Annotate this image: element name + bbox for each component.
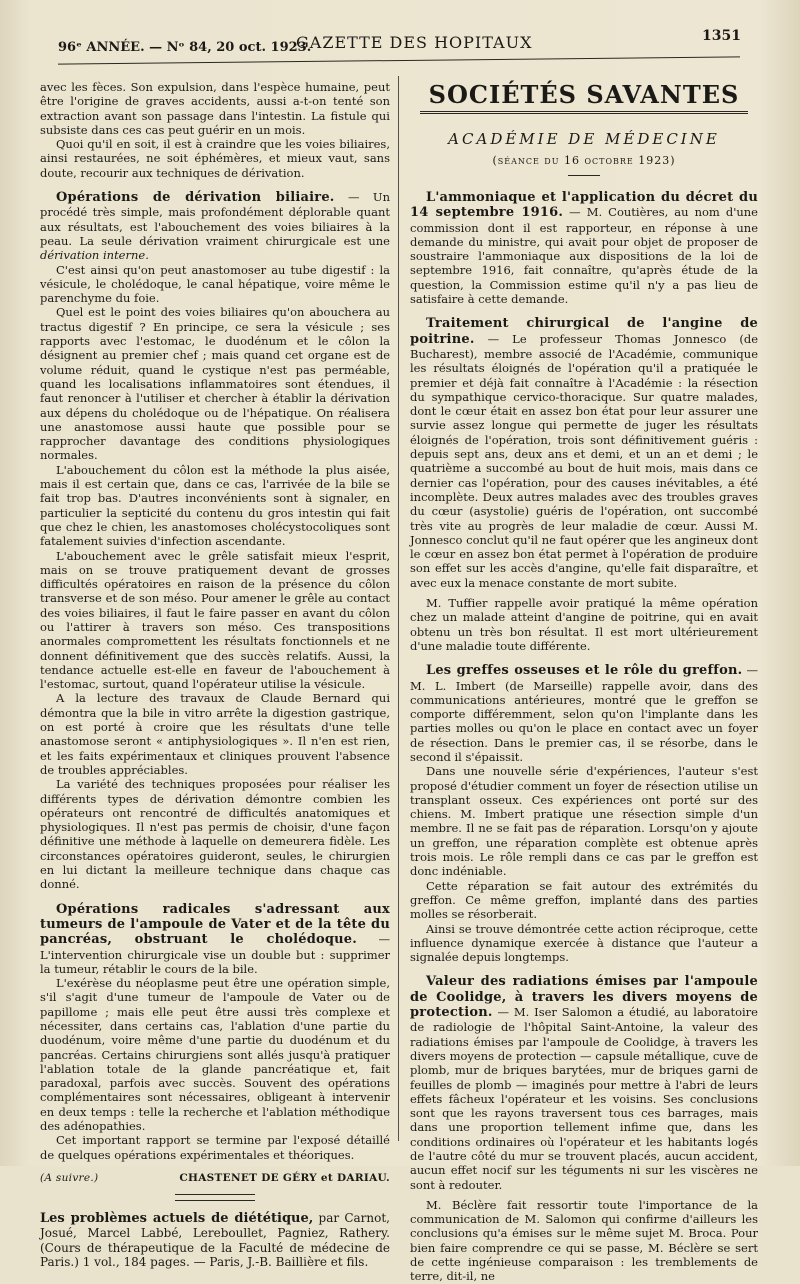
body-paragraph: L'exérèse du néoplasme peut être une opération simple, s'il s'agit d'une tumeur de l'ampoule de Vater ou de papillome ; mais elle peut être aussi très complexe et nécessiter, dans certains cas, l'ablation d'une partie du duodénum, voire même d'une partie du duodénum et du pancréas. Certains chirurgiens sont allés jusqu'à pratiquer l'ablation totale de la glande pancréatique et, fait paradoxal, parfois avec succès. Souvent des opérations complémentaires sont nécessaires, obligeant à intervenir en deux temps : telle la recherche et l'ablation méthodique des adénopathies. (40, 976, 390, 1134)
item-coolidge (410, 974, 758, 1191)
section-radical (40, 902, 390, 976)
body-paragraph: Cet important rapport se termine par l'exposé détaillé de quelques opérations expérimentales et théoriques. (40, 1133, 390, 1162)
body-paragraph: Cette réparation se fait autour des extrémités du greffon. Ce même greffon, implanté dans des parties molles se résorberait. (410, 878, 758, 922)
item-text: — M. Iser Salomon a étudié, au laboratoire de radiologie de l'hôpital Saint-Antoine, la valeur des radiations émises par l'ampoule de Coolidge, à travers les divers moyens de protection — capsule métallique, cuve de plomb, mur de briques barytées, mur de briques garni de feuilles de plomb — imaginés pour mettre à l'abri de leurs effets fâcheux l'opérateur et les voisins. Ses conclusions sont que les rayons traversent tous ces barrages, mais dans une proportion tellement infime que, dans les conditions ordinaires où l'opérateur et les habitants logés de l'autre côté du mur se trouvent placés, aucun accident, aucun effet nocif sur les téguments ni sur les viscères ne sont à redouter. (410, 1005, 758, 1192)
item-title: Valeur des radiations émises par l'ampoule de Coolidge, à travers les divers moyens de protection. (410, 974, 758, 1021)
intro-paragraph-1: avec les fèces. Son expulsion, dans l'espèce humaine, peut être l'origine de graves accidents, aussi a-t-on tenté son extraction avant son passage dans l'intestin. La fistule qui subsiste dans ces cas peut guérir en un mois. (40, 80, 390, 137)
body-paragraph: C'est ainsi qu'on peut anastomoser au tube digestif : la vésicule, le cholédoque, le canal hépatique, voire même le parenchyme du foie. (40, 262, 390, 306)
body-paragraph: La variété des techniques proposées pour réaliser les différents types de dérivation démontre combien les opérateurs ont rencontré de difficultés anatomiques et physiologiques. Il n'est pas permis de choisir, d'une façon définitive une méthode à laquelle on demeurera fidèle. Les circonstances opératoires guideront, seules, le chirurgien en lui dictant la meilleure technique dans chaque cas donné. (40, 777, 390, 892)
section-lead: — L'intervention chirurgicale vise un double but : supprimer la tumeur, rétablir le cours de la bile. (40, 932, 390, 976)
section-derivation (40, 190, 390, 262)
section-banner: SOCIÉTÉS SAVANTES (428, 80, 740, 109)
issue-line: 96ᵉ ANNÉE. — Nᵒ 84, 20 oct. 1923. (58, 40, 312, 55)
item-extra: M. Tuffier rappelle avoir pratiqué la même opération chez un malade atteint d'angine de poitrine, qui en avait obtenu un très bon résultat. Il est mort ultérieurement d'une maladie toute différente. (410, 596, 758, 653)
academy-heading: ACADÉMIE DE MÉDECINE (448, 130, 720, 148)
item-text: — M. Coutières, au nom d'une commission dont il est rapporteur, en réponse à une demande du ministre, qui avait pour objet de proposer de soustraire l'ammoniaque aux dispositions de la loi de septembre 1916, fait connaître, qu'après étude de la question, la Commission estime qu'il n'y a pas lieu de satisfaire à cette demande. (410, 205, 758, 307)
page-number: 1351 (702, 28, 741, 44)
left-column (40, 80, 390, 1270)
signature-line (40, 1172, 390, 1184)
item-title: L'ammoniaque et l'application du décret du 14 septembre 1916. (410, 190, 758, 221)
item-title: Les greffes osseuses et le rôle du greffon. (426, 663, 743, 679)
body-paragraph: L'abouchement du côlon est la méthode la plus aisée, mais il est certain que, dans ce cas, l'arrivée de la bile se fait trop bas. D'autres inconvénients sont à signaler, en particulier la septicité du contenu du gros intestin qui fait que chez le chien, les anastomoses cholécystocoliques sont fatalement suivies d'infection ascendante. (40, 462, 390, 549)
section-lead: — Un procédé très simple, mais profondément déplorable quant aux résultats, est l'abouchement des voies biliaires à la peau. La seule dérivation vraiment chirurgicale est une (40, 190, 390, 248)
authors: CHASTENET DE GÉRY et DARIAU. (179, 1171, 390, 1184)
item-greffes (410, 663, 758, 764)
header-rule (58, 56, 740, 64)
book-details: par Carnot, Josué, Marcel Labbé, Lereboullet, Pagniez, Rathery. (Cours de thérapeutique de la Faculté de médecine de Paris.) 1 vol., 184 pages. — Paris, J.-B. Baillière et fils. (40, 1210, 390, 1270)
item-ammoniaque (410, 190, 758, 306)
to-follow-note: (A suivre.) (40, 1171, 99, 1184)
section-title: Opérations radicales s'adressant aux tumeurs de l'ampoule de Vater et de la tête du pancréas, obstruant le cholédoque. (40, 901, 390, 948)
item-angine (410, 316, 758, 590)
item-title: Traitement chirurgical de l'angine de poitrine. (410, 316, 758, 347)
intro-paragraph-2: Quoi qu'il en soit, il est à craindre que les voies biliaires, ainsi restaurées, ne soit éphémères, et mieux vaut, sans doute, recourir aux techniques de dérivation. (40, 137, 390, 180)
book-title: Les problèmes actuels de diététique, (40, 1210, 314, 1226)
book-notice (40, 1211, 390, 1270)
body-paragraph: L'abouchement avec le grêle satisfait mieux l'esprit, mais on se trouve pratiquement devant de grosses difficultés opératoires en raison de la présence du côlon transverse et de son méso. Pour amener le grêle au contact des voies biliaires, il faut le faire passer en avant du côlon ou l'attirer à travers son méso. Ces transpositions anormales compromettent les résultats fonctionnels et ne donnent définitivement que des succès relatifs. Aussi, la tendance actuelle est-elle en faveur de l'abouchement à l'estomac, surtout, quand l'opérateur utilise la vésicule. (40, 548, 390, 692)
right-column (410, 80, 758, 1284)
section-title: Opérations de dérivation biliaire. (56, 190, 335, 206)
body-paragraph: Quel est le point des voies biliaires qu'on abouchera au tractus digestif ? En principe, ce sera la vésicule ; ses rapports avec l'estomac, le duodénum et le côlon la désignent au premier chef ; mais quand cet organe est de volume réduit, quand le cystique n'est pas perméable, quand les localisations inflammatoires sont étendues, il faut renoncer à l'utiliser et chercher à établir la dérivation aux dépens du cholédoque ou de l'hépatique. On réalisera une anastomose aussi haute que possible pour se rapprocher davantage des conditions physiologiques normales. (40, 305, 390, 463)
session-date: (séance du 16 octobre 1923) (492, 154, 676, 167)
item-extra: M. Béclère fait ressortir toute l'importance de la communication de M. Salomon qui confirme d'ailleurs les conclusions qu'a émises sur le même sujet M. Broca. Pour bien faire comprendre ce qui se passe, M. Béclère se sert de cette ingénieuse comparaison : les tremblements de terre, dit-il, ne (410, 1197, 758, 1284)
banner-rule (420, 111, 748, 114)
column-rule (398, 76, 399, 1141)
section-lead-italic: dérivation interne. (40, 248, 149, 263)
journal-title: GAZETTE DES HOPITAUX (296, 33, 533, 52)
short-rule (568, 175, 600, 176)
item-text: — M. L. Imbert (de Marseille) rappelle avoir, dans des communications antérieures, montré que le greffon se comporte différemment, selon qu'on l'implante dans les parties molles ou qu'on le place en contact avec un foyer de résection. Dans le premier cas, il se résorbe, dans le second il s'épaissit. (410, 663, 758, 764)
page-header (58, 28, 741, 55)
separator-ornament (175, 1194, 255, 1201)
body-paragraph: Dans une nouvelle série d'expériences, l'auteur s'est proposé d'étudier comment un foyer de résection utilise un transplant osseux. Ces expériences ont porté sur des chiens. M. Imbert pratique une résection simple d'un membre. Il ne se fait pas de réparation. Lorsqu'on y ajoute un greffon, une réparation complète est obtenue après trois mois. Le rôle rempli dans ce cas par le greffon est donc indéniable. (410, 764, 758, 879)
body-paragraph: Ainsi se trouve démontrée cette action réciproque, cette influence dynamique exercée à distance que l'auteur a signalée depuis longtemps. (410, 921, 758, 965)
body-paragraph: A la lecture des travaux de Claude Bernard qui démontra que la bile in vitro arrête la digestion gastrique, on est porté à croire que les résultats d'une telle anastomose seront « antiphysiologiques ». Il n'en est rien, et les faits expérimentaux et cliniques prouvent l'absence de troubles appréciables. (40, 691, 390, 777)
item-text: — Le professeur Thomas Jonnesco (de Bucharest), membre associé de l'Académie, communique les résultats éloignés de l'opération qu'il a pratiquée le premier et déjà fait connaître à l'Académie : la résection du sympathique cervico-thoracique. Sur quatre malades, dont le cœur était en assez bon état pour leur assurer une survie assez longue qui permette de juger les résultats éloignés de l'opération, trois sont définitivement guéris : depuis sept ans, deux ans et demi, et un an et demi ; le quatrième a succombé au bout de huit mois, mais dans ce dernier cas l'opération, pour des causes inévitables, a été incomplète. Deux autres malades avec des troubles graves du cœur (asystolie) guéris de l'opération, ont succombé très vite au progrès de leur maladie de cœur. Aussi M. Jonnesco conclut qu'il ne faut opérer que les angineux dont le cœur en assez bon état permet à l'opération de produire son effet sur les accès d'angine, qu'elle fait disparaître, et avec eux la menace constante de mort subite. (410, 331, 758, 590)
